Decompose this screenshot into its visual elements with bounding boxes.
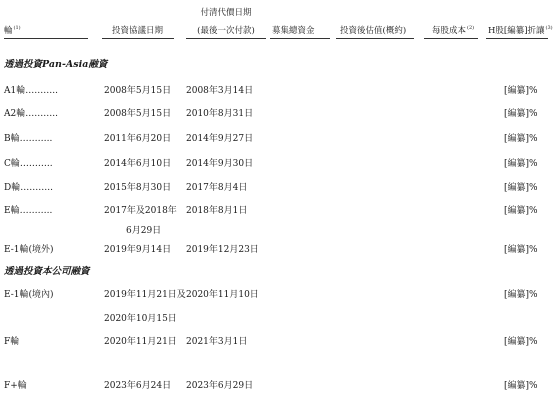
header-rule bbox=[102, 38, 174, 39]
discount-value: [編纂]% bbox=[504, 159, 538, 169]
round-label bbox=[4, 180, 53, 193]
header-rule bbox=[424, 38, 478, 39]
round-name: C輪 bbox=[4, 159, 20, 169]
round-name: D輪 bbox=[4, 183, 21, 193]
round-label bbox=[4, 203, 52, 216]
round-label bbox=[4, 106, 58, 119]
leader-dots: ……….. bbox=[20, 183, 53, 193]
header-rule bbox=[4, 38, 88, 39]
round-name: B輪 bbox=[4, 134, 20, 144]
header-payment-date-line2: (最後一次付款) bbox=[197, 26, 255, 36]
discount-redacted bbox=[504, 203, 538, 216]
payment-date: 2017年8月4日 bbox=[186, 183, 248, 193]
payment-date: 2018年8月1日 bbox=[186, 206, 248, 216]
round-name: A1輪 bbox=[4, 86, 26, 96]
section-title: 透過投資本公司融資 bbox=[4, 266, 90, 277]
payment-date: 2021年3月1日 bbox=[186, 337, 248, 347]
round-label bbox=[4, 334, 19, 347]
header-rule bbox=[270, 38, 330, 39]
header-rule bbox=[336, 38, 414, 39]
discount-value: [編纂]% bbox=[504, 206, 538, 216]
section-title: 透過投資Pan-Asia融資 bbox=[4, 59, 108, 70]
leader-dots: ……….. bbox=[25, 109, 58, 119]
payment-date: 2020年11月10日 bbox=[186, 290, 259, 300]
payment-date: 2014年9月30日 bbox=[186, 159, 254, 169]
payment-date: 2010年8月31日 bbox=[186, 109, 254, 119]
round-name: E-1輪(境內) bbox=[4, 290, 54, 300]
header-post-valuation: 投資後估值(概約) bbox=[340, 26, 407, 36]
discount-value: [編纂]% bbox=[504, 381, 538, 391]
round-label bbox=[4, 287, 54, 300]
leader-dots: ……….. bbox=[19, 159, 53, 169]
round-name: E-1輪(境外) bbox=[4, 245, 54, 255]
leader-dots: ……….. bbox=[19, 206, 53, 216]
agreement-date: 2020年11月21日 bbox=[104, 337, 177, 347]
agreement-date-cont: 6月29日 bbox=[126, 226, 162, 236]
round-label bbox=[4, 83, 58, 96]
agreement-date: 2015年8月30日 bbox=[104, 183, 172, 193]
header-cost-per-share: 每股成本$^{(2)}$ bbox=[432, 25, 475, 36]
round-label bbox=[4, 378, 27, 391]
agreement-date: 2008年5月15日 bbox=[104, 86, 172, 96]
discount-value: [編纂]% bbox=[504, 86, 538, 96]
leader-dots: ……….. bbox=[25, 86, 58, 96]
discount-redacted bbox=[504, 131, 538, 144]
agreement-date: 2017年及2018年 bbox=[104, 206, 177, 216]
header-round: 輪$^{(1)}$ bbox=[4, 25, 21, 36]
header-discount: H股[編纂]折讓$^{(3)}$ bbox=[488, 25, 553, 36]
payment-date: 2019年12月23日 bbox=[186, 245, 259, 255]
round-name: F+輪 bbox=[4, 381, 27, 391]
discount-redacted bbox=[504, 156, 538, 169]
discount-value: [編纂]% bbox=[504, 109, 538, 119]
discount-redacted bbox=[504, 287, 538, 300]
round-name: E輪 bbox=[4, 206, 20, 216]
round-label bbox=[4, 156, 53, 169]
discount-value: [編纂]% bbox=[504, 183, 538, 193]
header-agreement-date: 投資協議日期 bbox=[112, 26, 164, 36]
agreement-date: 2023年6月24日 bbox=[104, 381, 172, 391]
discount-value: [編纂]% bbox=[504, 337, 538, 347]
header-rule bbox=[486, 38, 548, 39]
header-rule bbox=[186, 38, 266, 39]
round-name: F輪 bbox=[4, 337, 20, 347]
discount-value: [編纂]% bbox=[504, 290, 538, 300]
header-payment-date-line1: 付清代價日期 bbox=[200, 8, 252, 18]
payment-date: 2014年9月27日 bbox=[186, 134, 254, 144]
discount-value: [編纂]% bbox=[504, 245, 538, 255]
header-total-raised: 募集總資金 bbox=[272, 26, 315, 36]
payment-date: 2023年6月29日 bbox=[186, 381, 254, 391]
agreement-date: 2019年9月14日 bbox=[104, 245, 172, 255]
round-label bbox=[4, 242, 54, 255]
round-name: A2輪 bbox=[4, 109, 26, 119]
discount-redacted bbox=[504, 106, 538, 119]
discount-redacted bbox=[504, 242, 538, 255]
agreement-date: 2014年6月10日 bbox=[104, 159, 172, 169]
agreement-date: 2019年11月21日及 bbox=[104, 290, 186, 300]
discount-value: [編纂]% bbox=[504, 134, 538, 144]
agreement-date: 2008年5月15日 bbox=[104, 109, 172, 119]
agreement-date: 2011年6月20日 bbox=[104, 134, 172, 144]
discount-redacted bbox=[504, 334, 538, 347]
discount-redacted bbox=[504, 83, 538, 96]
agreement-date-cont: 2020年10月15日 bbox=[104, 314, 177, 324]
discount-redacted bbox=[504, 180, 538, 193]
payment-date: 2008年3月14日 bbox=[186, 86, 254, 96]
round-label bbox=[4, 131, 52, 144]
discount-redacted bbox=[504, 378, 538, 391]
leader-dots: ……….. bbox=[19, 134, 53, 144]
